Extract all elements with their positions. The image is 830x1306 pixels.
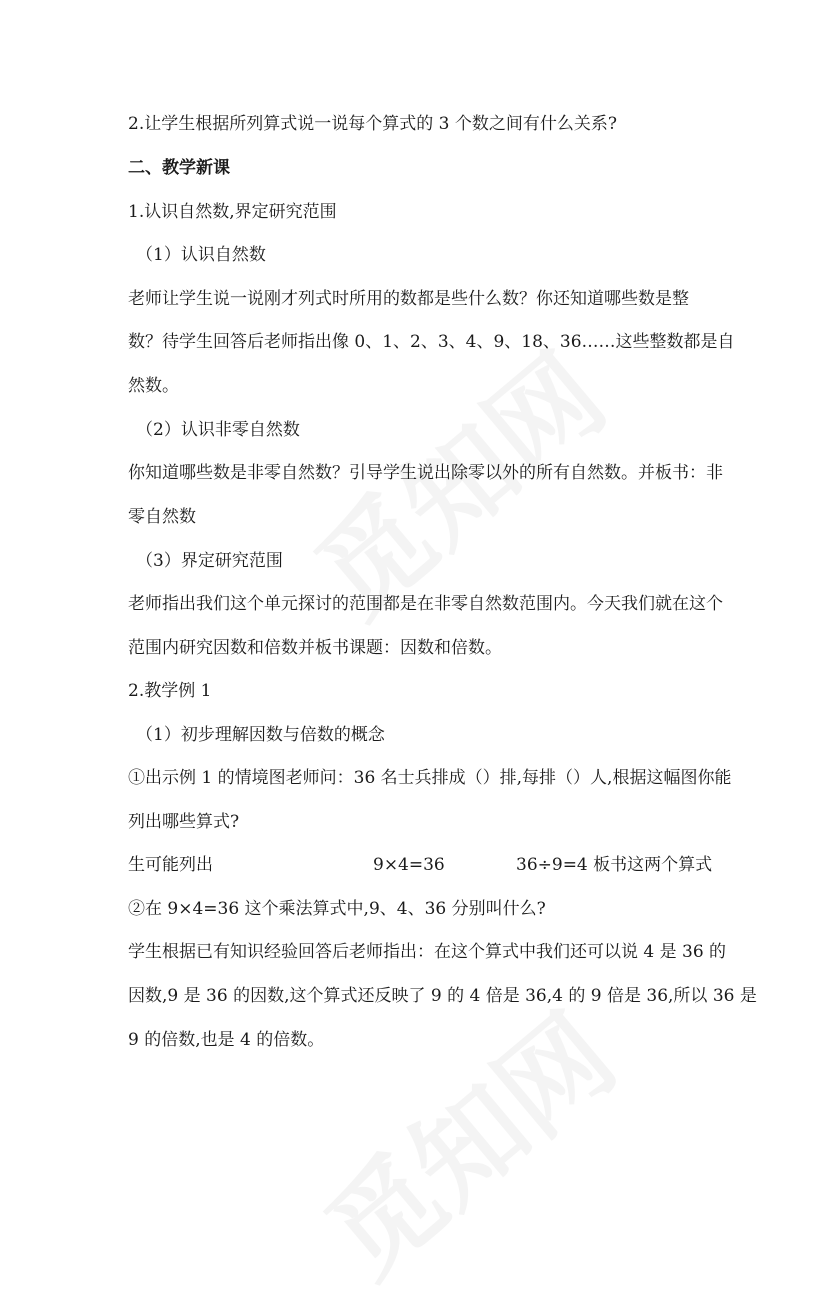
paragraph: 2.让学生根据所列算式说一说每个算式的 3 个数之间有什么关系? <box>128 114 617 134</box>
subsection-heading: 2.教学例 1 <box>128 681 212 701</box>
paragraph-line: 你知道哪些数是非零自然数？引导学生说出除零以外的所有自然数。并板书：非 <box>128 463 723 483</box>
item-heading: （3）界定研究范围 <box>136 551 283 571</box>
paragraph-line: 零自然数 <box>128 507 196 527</box>
paragraph-line: 老师指出我们这个单元探讨的范围都是在非零自然数范围内。今天我们就在这个 <box>128 594 723 614</box>
paragraph-line: 老师让学生说一说刚才列式时所用的数都是些什么数？你还知道哪些数是整 <box>128 289 689 309</box>
paragraph-line: 列出哪些算式? <box>128 812 240 832</box>
equation-label: 生可能列出 <box>128 855 213 875</box>
equation-division: 36÷9=4 板书这两个算式 <box>516 855 713 875</box>
paragraph-line: 因数,9 是 36 的因数,这个算式还反映了 9 的 4 倍是 36,4 的 9 倍是 36,所以 36 是 <box>128 986 757 1006</box>
item-heading: （1）认识自然数 <box>136 245 266 265</box>
paragraph-line: 然数。 <box>128 376 179 396</box>
paragraph-line: 9 的倍数,也是 4 的倍数。 <box>128 1030 325 1050</box>
section-heading: 二、教学新课 <box>128 158 230 178</box>
subsection-heading: 1.认识自然数,界定研究范围 <box>128 202 337 222</box>
paragraph-line: 数？待学生回答后老师指出像 0、1、2、3、4、9、18、36……这些整数都是自 <box>128 332 735 352</box>
paragraph-line: 学生根据已有知识经验回答后老师指出：在这个算式中我们还可以说 4 是 36 的 <box>128 942 727 962</box>
paragraph-line: ①出示例 1 的情境图老师问：36 名士兵排成（）排,每排（）人,根据这幅图你能 <box>128 768 732 788</box>
paragraph-line: ②在 9×4=36 这个乘法算式中,9、4、36 分别叫什么? <box>128 899 546 919</box>
item-heading: （1）初步理解因数与倍数的概念 <box>136 725 385 745</box>
item-heading: （2）认识非零自然数 <box>136 420 300 440</box>
watermark <box>288 972 642 1305</box>
paragraph-line: 范围内研究因数和倍数并板书课题：因数和倍数。 <box>128 638 502 658</box>
equation-multiplication: 9×4=36 <box>373 855 445 875</box>
equation-row <box>128 853 713 877</box>
